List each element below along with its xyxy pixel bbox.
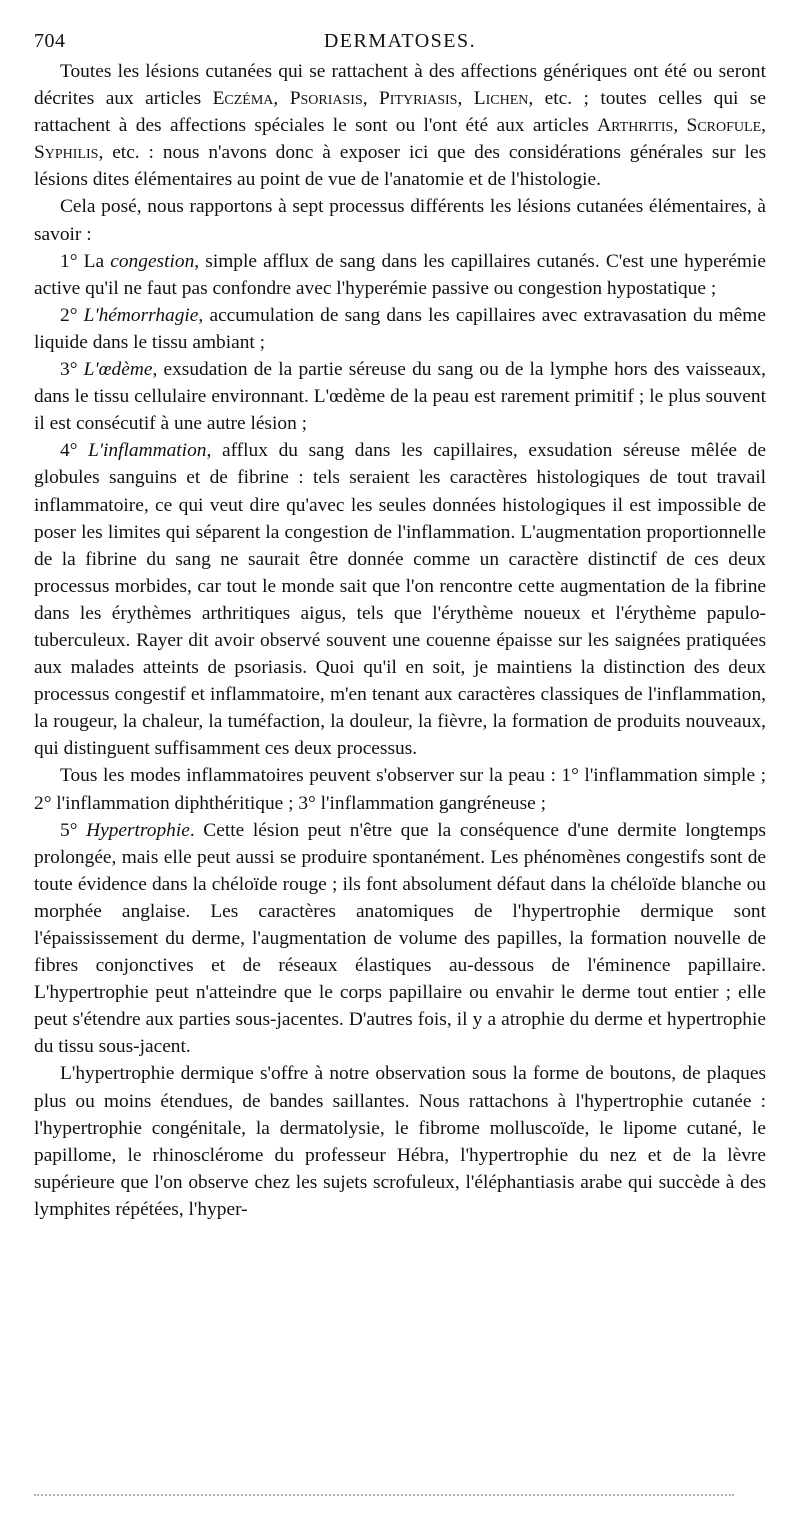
italic-term: congestion: [110, 250, 195, 272]
text-run: ,: [273, 88, 290, 110]
small-caps-reference: Eczéma: [212, 88, 274, 110]
text-run: ,: [673, 115, 687, 137]
paragraph: [34, 248, 766, 302]
running-head: DERMATOSES.: [323, 30, 477, 52]
text-run: Tous les modes inflammatoires peuvent s'observer sur la peau : 1° l'inflammation simple ; 2° l'inflammation diphthéritique ; 3° l'inflammation gangréneuse ;: [34, 765, 766, 814]
paragraph: [34, 58, 766, 193]
paragraph: [34, 356, 766, 437]
paragraph: [34, 302, 766, 356]
text-run: Toutes les lésions cutanées qui se rattachent à des affections génériques ont été ou seront décrites aux articles: [34, 61, 766, 110]
paragraph: [34, 762, 766, 816]
text-run: ,: [761, 115, 766, 137]
text-run: 5°: [60, 819, 87, 841]
small-caps-reference: Lichen: [473, 88, 529, 110]
text-run: , etc. ; toutes celles qui se rattachent à des affections spéciales le sont ou l'ont été aux articles: [34, 88, 766, 137]
text-run: . Cette lésion peut n'être que la conséquence d'une dermite longtemps prolongée, mais elle peut aussi se produire spontanément. Les phénomènes congestifs sont de toute évidence dans la chéloïde rouge ; ils font absolument défaut dans la chéloïde blanche ou morphée anglaise. Les caractères anatomiques de l'hypertrophie dermique sont l'épaississement du derme, l'augmentation de volume des papilles, la formation nouvelle de fibres conjonctives et de réseaux élastiques au-dessous de l'éminence papillaire. L'hypertrophie peut n'atteindre que le corps papillaire ou envahir le derme tout entier ; elle peut s'étendre aux parties sous-jacentes. D'autres fois, il y a atrophie du derme et hypertrophie du tissu sous-jacent.: [34, 819, 766, 1058]
text-run: 1° La: [60, 250, 111, 272]
paragraph: [34, 817, 766, 1061]
text-run: 2°: [60, 304, 84, 326]
book-page: [34, 30, 766, 1223]
small-caps-reference: Syphilis: [34, 142, 99, 164]
text-run: L'hypertrophie dermique s'offre à notre observation sous la forme de boutons, de plaques plus ou moins étendues, de bandes saillantes. Nous rattachons à l'hypertrophie cutanée : l'hypertrophie congénitale, la dermatolysie, le fibrome molluscoïde, le lipome cutané, le papillome, le rhinosclérome du professeur Hébra, l'hypertrophie du nez et de la lèvre supérieure que l'on observe chez les sujets scrofuleux, l'éléphantiasis arabe qui succède à des lymphites répétées, l'hyper-: [34, 1063, 766, 1220]
italic-term: L'œdème: [83, 359, 153, 381]
text-run: , accumulation de sang dans les capillaires avec extravasation du même liquide dans le tissu ambiant ;: [34, 304, 766, 353]
text-run: , etc. : nous n'avons donc à exposer ici que des considérations générales sur les lésions dites élémentaires au point de vue de l'anatomie et de l'histologie.: [34, 142, 766, 191]
paragraph: [34, 1060, 766, 1223]
paragraph: [34, 437, 766, 762]
small-caps-reference: Psoriasis: [289, 88, 363, 110]
text-run: , exsudation de la partie séreuse du sang ou de la lymphe hors des vaisseaux, dans le tissu cellulaire environnant. L'œdème de la peau est rarement primitif ; le plus souvent il est consécutif à une autre lésion ;: [34, 359, 766, 435]
italic-term: L'inflammation: [88, 440, 207, 462]
page-number: 704: [34, 30, 66, 52]
text-run: ,: [457, 88, 474, 110]
text-run: , simple afflux de sang dans les capillaires cutanés. C'est une hyperémie active qu'il ne faut pas confondre avec l'hyperémie passive ou congestion hypostatique ;: [34, 250, 766, 299]
body-text: [34, 58, 766, 1223]
small-caps-reference: Scrofule: [686, 115, 762, 137]
text-run: 4°: [60, 440, 89, 462]
small-caps-reference: Pityriasis: [379, 88, 458, 110]
page-header: [34, 30, 766, 58]
text-run: ,: [362, 88, 380, 110]
paragraph: [34, 193, 766, 247]
italic-term: L'hémorrhagie: [83, 304, 199, 326]
text-run: 3°: [60, 359, 84, 381]
text-run: Cela posé, nous rapportons à sept processus différents les lésions cutanées élémentaires, à savoir :: [34, 196, 766, 245]
footer-rule: [34, 1494, 734, 1496]
italic-term: Hypertrophie: [86, 819, 190, 841]
text-run: , afflux du sang dans les capillaires, exsudation séreuse mêlée de globules sanguins et de fibrine : tels seraient les caractères histologiques de tout travail inflammatoire, ce qui veut dire qu'avec les seules données histologiques il est impossible de poser les limites qui séparent la congestion de l'inflammation. L'augmentation proportionnelle de la fibrine du sang ne saurait être donnée comme un caractère distinctif de ces deux processus morbides, car tout le monde sait que l'on rencontre cette augmentation de la fibrine dans les érythèmes arthritiques aigus, tels que l'érythème noueux et l'érythème papulo-tuberculeux. Rayer dit avoir observé souvent une couenne épaisse sur les saignées pratiquées aux malades atteints de psoriasis. Quoi qu'il en soit, je maintiens la distinction des deux processus congestif et inflammatoire, m'en tenant aux caractères classiques de l'inflammation, la rougeur, la chaleur, la tuméfaction, la douleur, la fièvre, la formation de produits nouveaux, qui distinguent suffisamment ces deux processus.: [34, 440, 766, 760]
small-caps-reference: Arthritis: [597, 115, 674, 137]
